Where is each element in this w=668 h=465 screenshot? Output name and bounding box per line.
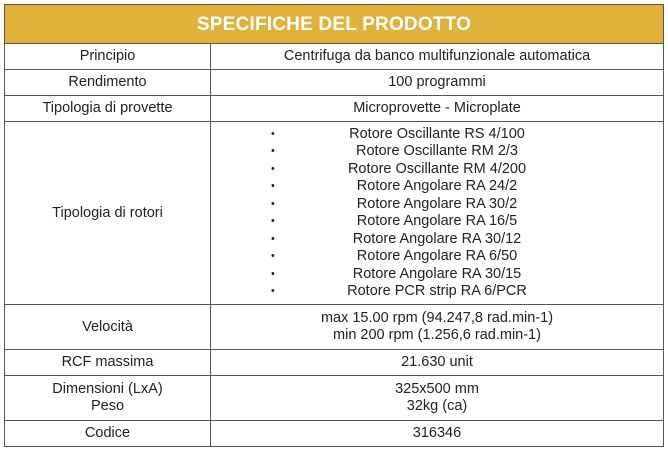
rotor-list	[217, 126, 657, 301]
bullet-icon: •	[271, 180, 275, 192]
velocita-min: min 200 rpm (1.256,6 rad.min-1)	[333, 327, 541, 343]
peso-label: Peso	[90, 398, 125, 414]
row-value-rendimento: 100 programmi	[211, 70, 664, 96]
dimensioni-value: 325x500 mm	[395, 381, 479, 397]
row-label-codice: Codice	[5, 421, 211, 447]
rotor-name: Rotore PCR strip RA 6/PCR	[347, 283, 527, 299]
row-label-rcf: RCF massima	[5, 350, 211, 376]
table-row	[5, 44, 664, 70]
table-row	[5, 122, 664, 305]
dimensioni-label: Dimensioni (LxA)	[52, 381, 163, 397]
row-value-rcf: 21.630 unit	[211, 350, 664, 376]
bullet-icon: •	[271, 250, 275, 262]
row-label-rotori: Tipologia di rotori	[5, 122, 211, 305]
bullet-icon: •	[271, 215, 275, 227]
table-row	[5, 96, 664, 122]
table-title: SPECIFICHE DEL PRODOTTO	[5, 5, 664, 44]
rotor-list-item	[217, 178, 657, 196]
rotor-list-item	[217, 196, 657, 214]
rotor-name: Rotore Oscillante RS 4/100	[349, 125, 525, 142]
rotor-list-item	[217, 283, 657, 301]
rotor-list-item	[217, 213, 657, 231]
rotor-name: Rotore Angolare RA 16/5	[356, 213, 518, 229]
rotor-name: Rotore Angolare RA 6/50	[356, 248, 518, 264]
row-label-provette: Tipologia di provette	[5, 96, 211, 122]
product-spec-table	[4, 4, 664, 447]
table-row	[5, 421, 664, 447]
bullet-icon: •	[271, 232, 275, 245]
rotor-list-item	[217, 126, 657, 144]
bullet-icon: •	[271, 145, 275, 157]
rotor-name: Rotore Oscillante RM 4/200	[347, 160, 527, 177]
rotor-list-item	[217, 161, 657, 179]
rotor-list-item	[217, 248, 657, 266]
rotor-name: Rotore Angolare RA 30/12	[352, 230, 522, 247]
rotor-name: Rotore Oscillante RM 2/3	[356, 143, 518, 159]
velocita-max: max 15.00 rpm (94.247,8 rad.min-1)	[320, 310, 554, 326]
bullet-icon: •	[271, 197, 275, 210]
row-value-dimensioni	[211, 376, 664, 421]
row-value-provette: Microprovette - Microplate	[211, 96, 664, 122]
rotor-name: Rotore Angolare RA 30/2	[356, 195, 518, 212]
table-row	[5, 376, 664, 421]
bullet-icon: •	[271, 162, 275, 175]
rotor-list-item	[217, 143, 657, 161]
bullet-icon: •	[271, 267, 275, 280]
rotor-list-item	[217, 231, 657, 249]
rotor-name: Rotore Angolare RA 24/2	[356, 178, 518, 194]
table-row	[5, 70, 664, 96]
rotor-name: Rotore Angolare RA 30/15	[352, 265, 522, 282]
row-label-rendimento: Rendimento	[5, 70, 211, 96]
row-value-principio: Centrifuga da banco multifunzionale automatica	[211, 44, 664, 70]
row-label-principio: Principio	[5, 44, 211, 70]
rotor-list-cell	[211, 122, 664, 305]
row-label-velocita: Velocità	[5, 305, 211, 350]
row-value-velocita	[211, 305, 664, 350]
bullet-icon: •	[271, 285, 275, 297]
table-header-row	[5, 5, 664, 44]
table-row	[5, 305, 664, 350]
row-value-codice: 316346	[211, 421, 664, 447]
peso-value: 32kg (ca)	[406, 398, 468, 414]
rotor-list-item	[217, 266, 657, 284]
row-label-dimensioni	[5, 376, 211, 421]
table-row	[5, 350, 664, 376]
bullet-icon: •	[271, 127, 275, 140]
